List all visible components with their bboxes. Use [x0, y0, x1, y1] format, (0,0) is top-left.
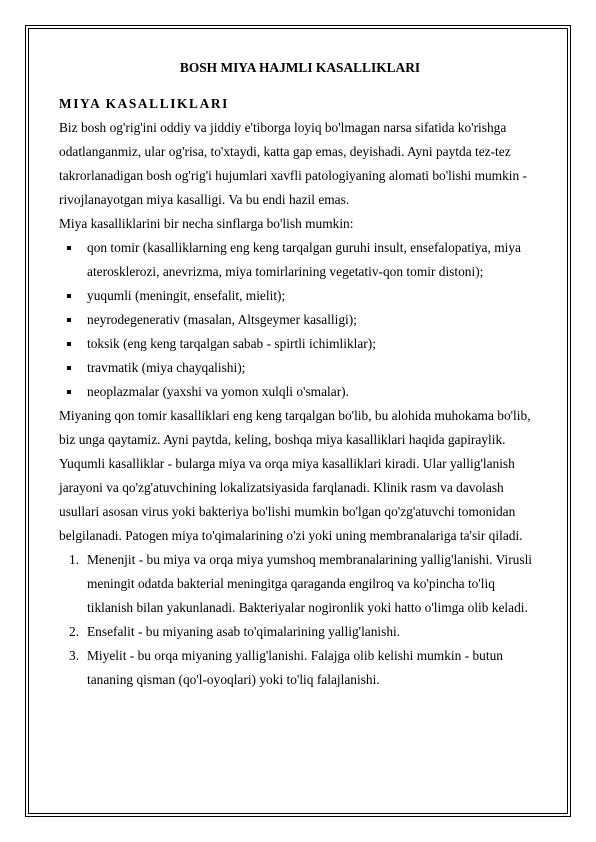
list-item-text: travmatik (miya chayqalishi);: [87, 360, 246, 375]
bullet-icon: [67, 342, 71, 346]
numbered-item-text: Miyelit - bu orqa miyaning yallig'lanishi. Falajga olib kelishi mumkin - butun tananing qisman (qo'l-oyoqlari) yoki to'liq falajlanishi.: [87, 648, 503, 687]
list-number: 1.: [69, 552, 80, 567]
numbered-item: [59, 644, 541, 692]
classification-lead: Miya kasalliklarini bir necha sinflarga bo'lish mumkin:: [59, 216, 354, 231]
numbered-item-text: Menenjit - bu miya va orqa miya yumshoq membranalarining yallig'lanishi. Virusli meningit odatda bakterial meningitga qaraganda engilroq va ko'pincha to'liq tiklanish bilan yakunlanadi. Bakteriyalar nogironlik yoki hatto o'limga olib keladi.: [87, 552, 533, 615]
list-item: [59, 308, 541, 332]
list-item: [59, 236, 541, 284]
document-body: [59, 52, 541, 692]
list-item-text: neyrodegenerativ (masalan, Altsgeymer kasalligi);: [87, 312, 357, 327]
bullet-icon: [67, 390, 71, 394]
bullet-icon: [67, 318, 71, 322]
vascular-paragraph: Miyaning qon tomir kasalliklari eng keng tarqalgan bo'lib, bu alohida muhokama bo'lib, biz unga qaytamiz. Ayni paytda, keling, boshqa miya kasalliklari haqida gapiraylik.: [59, 408, 531, 447]
numbered-item-text: Ensefalit - bu miyaning asab to'qimalarining yallig'lanishi.: [87, 624, 401, 639]
bullet-icon: [67, 246, 71, 250]
list-item: [59, 284, 541, 308]
infections-list: [59, 548, 541, 692]
intro-paragraph: Biz bosh og'rig'ini oddiy va jiddiy e'tiborga loyiq bo'lmagan narsa sifatida ko'rishga odatlanganmiz, ular og'risa, to'xtaydi, katta gap emas, deyishadi. Ayni paytda tez-tez takrorlanadigan bosh og'rig'i hujumlari xavfli patologiyaning alomati bo'lishi mumkin - rivojlanayotgan miya kasalligi. Va bu endi hazil emas.: [59, 120, 528, 207]
list-item-text: neoplazmalar (yaxshi va yomon xulqli o'smalar).: [87, 384, 349, 399]
list-item: [59, 356, 541, 380]
numbered-item: [59, 548, 541, 620]
list-item: [59, 380, 541, 404]
list-number: 2.: [69, 624, 80, 639]
bullet-icon: [67, 366, 71, 370]
list-item-text: toksik (eng keng tarqalgan sabab - spirtli ichimliklar);: [87, 336, 376, 351]
list-number: 3.: [69, 648, 80, 663]
list-item: [59, 332, 541, 356]
infectious-paragraph: Yuqumli kasalliklar - bularga miya va orqa miya kasalliklari kiradi. Ular yallig'lanish jarayoni va qo'zg'atuvchining lokalizatsiyasida farqlanadi. Klinik rasm va davolash usullari asosan virus yoki bakteriya bo'lishi mumkin bo'lgan qo'zg'atuvchi tomonidan belgilanadi. Patogen miya to'qimalarining o'zi yoki uning membranalariga ta'sir qiladi.: [59, 456, 523, 543]
document-title: BOSH MIYA HAJMLI KASALLIKLARI: [179, 60, 421, 75]
list-item-text: yuqumli (meningit, ensefalit, mielit);: [87, 288, 286, 303]
classification-list: [59, 236, 541, 404]
numbered-item: [59, 620, 541, 644]
bullet-icon: [67, 294, 71, 298]
list-item-text: qon tomir (kasalliklarning eng keng tarqalgan guruhi insult, ensefalopatiya, miya aterosklerozi, anevrizma, miya tomirlarining vegetativ-qon tomir distoni);: [87, 240, 521, 279]
section-heading: MIYA KASALLIKLARI: [59, 96, 229, 111]
